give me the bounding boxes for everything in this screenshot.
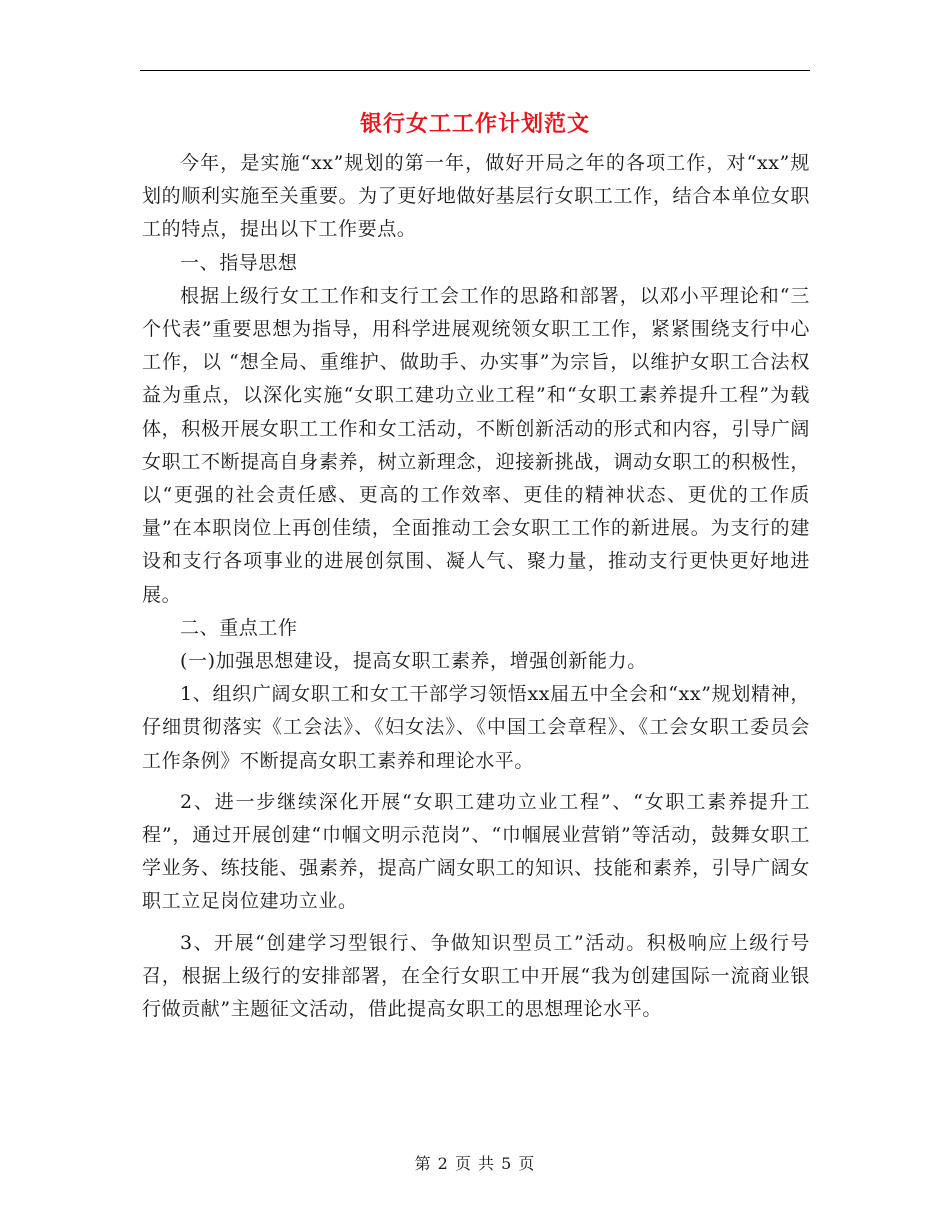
header-rule — [140, 70, 810, 71]
section-heading-guiding-thought: 一、指导思想 — [180, 251, 298, 274]
guiding-thought-paragraph: 根据上级行女工工作和支行工会工作的思路和部署，以邓小平理论和“三个代表”重要思想为指导，用科学进展观统领女职工工作，紧紧围绕支行中心工作，以 “想全局、重维护、做助手、办实事”为宗旨，以维护女职工合法权益为重点，以深化实施“女职工建功立业工程”和“女职工素养提升工程”为载体，积极开展女职工工作和女工活动，不断创新活动的形式和内容，引导广阔女职工不断提高自身素养，树立新理念，迎接新挑战，调动女职工的积极性，以“更强的社会责任感、更高的工作效率、更佳的精神状态、更优的工作质量”在本职岗位上再创佳绩，全面推动工会女职工工作的新进展。为支行的建设和支行各项事业的进展创氛围、凝人气、聚力量，推动支行更快更好地进展。 — [142, 284, 810, 606]
document-body — [142, 147, 810, 1026]
section-heading-key-work: 二、重点工作 — [180, 616, 298, 639]
list-item-projects: 2、进一步继续深化开展“女职工建功立业工程”、“女职工素养提升工程”，通过开展创建“巾帼文明示范岗”、“巾帼展业营销”等活动，鼓舞女职工学业务、练技能、强素养，提高广阔女职工的知识、技能和素养，引导广阔女职工立足岗位建功立业。 — [142, 790, 810, 913]
list-item-study: 1、组织广阔女职工和女工干部学习领悟xx届五中全会和“xx”规划精神，仔细贯彻落实《工会法》、《妇女法》、《中国工会章程》、《工会女职工委员会工作条例》不断提高女职工素养和理论水平。 — [142, 683, 810, 772]
document-title: 银行女工工作计划范文 — [359, 111, 590, 137]
page-number-footer: 第 2 页 共 5 页 — [414, 1154, 536, 1173]
intro-paragraph: 今年，是实施“xx”规划的第一年，做好开局之年的各项工作，对“xx”规划的顺利实施至关重要。为了更好地做好基层行女职工工作，结合本单位女职工的特点，提出以下工作要点。 — [142, 152, 810, 241]
list-item-learning-bank: 3、开展“创建学习型银行、争做知识型员工”活动。积极响应上级行号召，根据上级行的安排部署，在全行女职工中开展“我为创建国际一流商业银行做贡献”主题征文活动，借此提高女职工的思想理论水平。 — [142, 931, 810, 1021]
subsection-heading-ideology: (一)加强思想建设，提高女职工素养，增强创新能力。 — [180, 650, 647, 673]
